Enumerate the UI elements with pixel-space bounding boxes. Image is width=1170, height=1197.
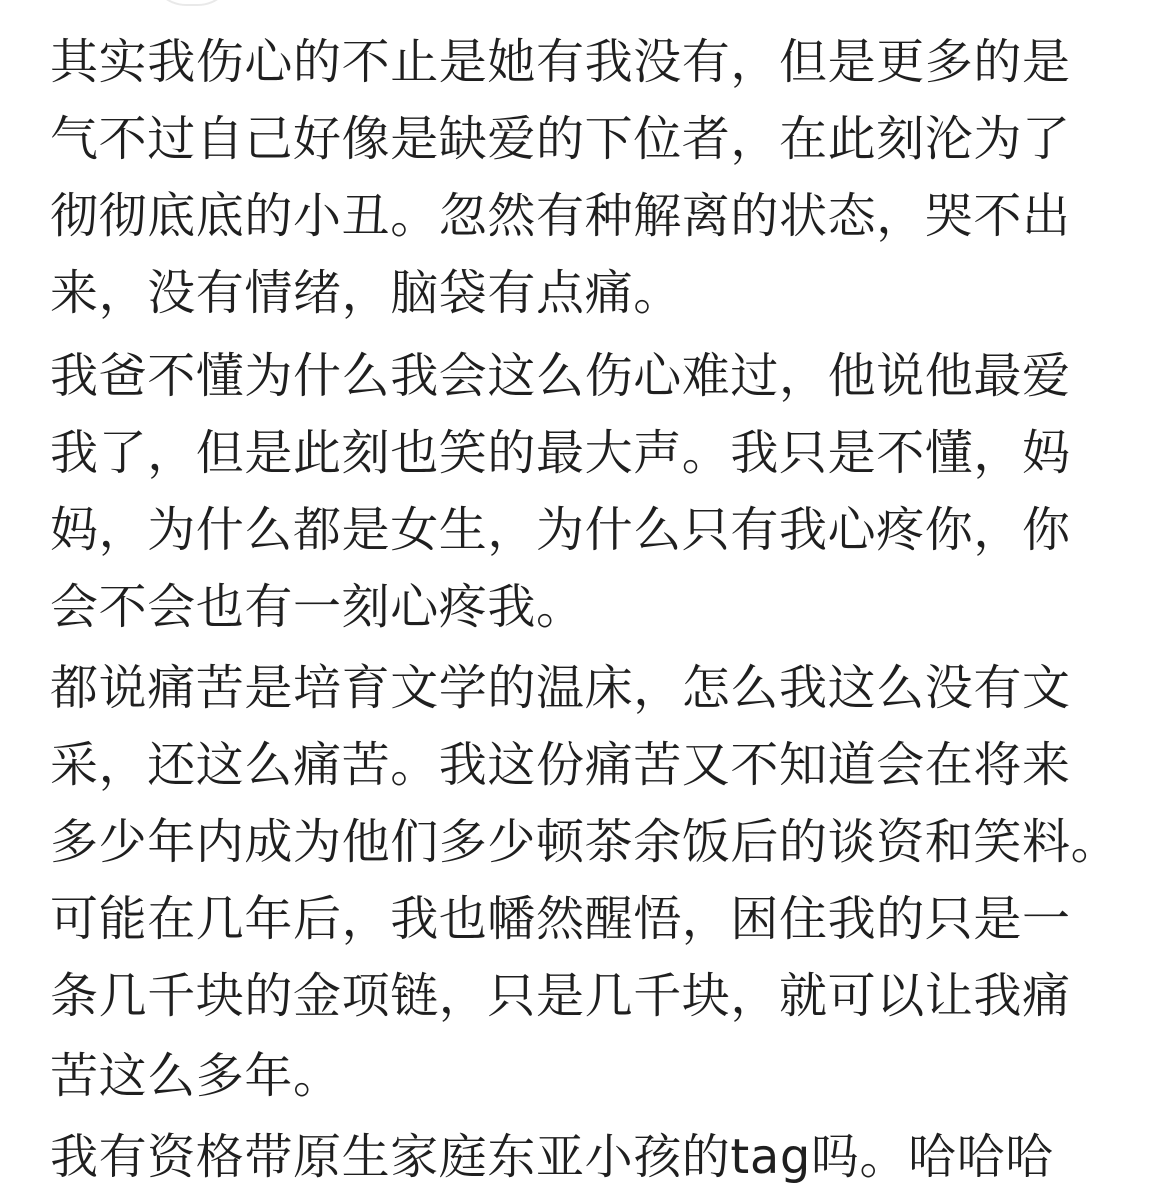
text-line: 采，还这么痛苦。我这份痛苦又不知道会在将来 bbox=[50, 737, 1071, 793]
text-line: 来，没有情绪，脑袋有点痛。 bbox=[50, 265, 682, 321]
text-line: 我有资格带原生家庭东亚小孩的tag吗。哈哈哈 bbox=[50, 1129, 1054, 1185]
text-line: 气不过自己好像是缺爱的下位者，在此刻沦为了 bbox=[50, 111, 1071, 167]
text-line: 其实我伤心的不止是她有我没有，但是更多的是 bbox=[50, 34, 1071, 90]
text-line: 我爸不懂为什么我会这么伤心难过，他说他最爱 bbox=[50, 348, 1071, 404]
text-line: 妈，为什么都是女生，为什么只有我心疼你，你 bbox=[50, 502, 1071, 558]
text-line: 可能在几年后，我也幡然醒悟，困住我的只是一 bbox=[50, 891, 1071, 947]
weibo-watermark bbox=[1102, 1130, 1142, 1170]
text-line: 条几千块的金项链，只是几千块，就可以让我痛 bbox=[50, 968, 1071, 1024]
text-line: 彻彻底底的小丑。忽然有种解离的状态，哭不出 bbox=[50, 188, 1071, 244]
text-line: 会不会也有一刻心疼我。 bbox=[50, 579, 585, 635]
weibo-logo-icon bbox=[1102, 1136, 1136, 1164]
text-line: 苦这么多年。 bbox=[50, 1048, 342, 1104]
text-line: 我了，但是此刻也笑的最大声。我只是不懂，妈 bbox=[50, 425, 1071, 481]
text-line: 都说痛苦是培育文学的温床，怎么我这么没有文 bbox=[50, 660, 1071, 716]
text-line: 多少年内成为他们多少顿茶余饭后的谈资和笑料。 bbox=[50, 814, 1120, 870]
